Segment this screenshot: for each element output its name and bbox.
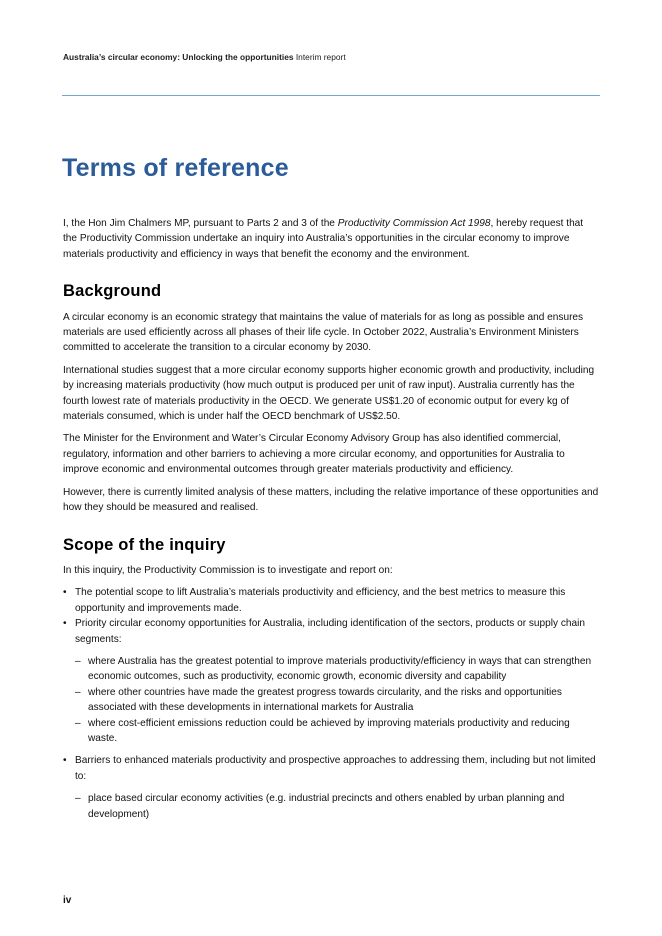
- scope-list: [63, 585, 599, 822]
- scope-heading: Scope of the inquiry: [63, 535, 226, 554]
- scope-bullet-1: • The potential scope to lift Australia’s materials productivity and efficiency, and the best metrics to measure this opportunity and improvements made.: [63, 585, 599, 616]
- page-number: iv: [63, 895, 72, 906]
- page-title: Terms of reference: [62, 154, 289, 182]
- main-content: [63, 216, 599, 829]
- scope-bullet-2-text: Priority circular economy opportunities for Australia, including identification of the sectors, products or supply chain segments:: [75, 618, 585, 645]
- background-paragraph-4: However, there is currently limited analysis of these matters, including the relative importance of these opportunities and how they should be measured and realised.: [63, 486, 599, 514]
- scope-bullet-3-text: Barriers to enhanced materials productivity and prospective approaches to addressing them, including but not limited to:: [75, 755, 596, 782]
- intro-paragraph: [63, 216, 599, 262]
- intro-act-title: Productivity Commission Act 1998: [337, 218, 491, 229]
- header-report-type: Interim report: [295, 52, 346, 62]
- scope-bullet-3: [63, 753, 599, 822]
- scope-bullet-3-sublist: [75, 791, 599, 822]
- scope-bullet-2-sublist: [75, 654, 599, 746]
- sub-item: – where other countries have made the greatest progress towards circularity, and the risks and opportunities associated with these developments in international markets for Australia: [75, 685, 599, 716]
- scope-lead: In this inquiry, the Productivity Commission is to investigate and report on:: [63, 564, 393, 576]
- background-paragraph-3: The Minister for the Environment and Water’s Circular Economy Advisory Group has also identified commercial, regulatory, information and other barriers to achieving a more circular economy, and opportunities for Australia to improve economic and environmental outcomes through greater materials productivity and efficiency.: [63, 433, 565, 476]
- sub-item: – where Australia has the greatest potential to improve materials productivity/efficiency in ways that can strengthen economic outcomes, such as productivity, economic growth, economic diversity and capability: [75, 654, 599, 685]
- sub-item: – place based circular economy activities (e.g. industrial precincts and others enabled by urban planning and development): [75, 791, 599, 822]
- background-heading: Background: [63, 282, 162, 301]
- intro-text-1: I, the Hon Jim Chalmers MP, pursuant to Parts 2 and 3 of the: [63, 218, 338, 229]
- header-report-title: Australia’s circular economy: Unlocking the opportunities: [63, 52, 294, 62]
- background-paragraph-1: A circular economy is an economic strategy that maintains the value of materials for as long as possible and ensures materials are used efficiently across all phases of their life cycle. In October 2022, Australia’s Environment Ministers committed to accelerate the transition to a circular economy by 2030.: [63, 311, 584, 354]
- scope-bullet-2: [63, 616, 599, 746]
- background-paragraph-2: International studies suggest that a more circular economy supports higher economic growth and productivity, including by increasing materials productivity (how much output is produced per unit of raw input). Australia currently has the fourth lowest rate of materials productivity in the OECD. We generate US$1.20 of economic output for every kg of materials consumed, which is under half the OECD benchmark of US$2.50.: [63, 364, 595, 423]
- intro-text-2: , hereby request that the Productivity Commission undertake an inquiry into Australia’s opportunities in the circular economy to improve materials productivity and efficiency in ways that benefit the economy and the environment.: [63, 218, 584, 260]
- sub-item: – where cost-efficient emissions reduction could be achieved by improving materials productivity and reducing waste.: [75, 716, 599, 747]
- running-header: [63, 52, 346, 62]
- header-divider: [62, 95, 600, 96]
